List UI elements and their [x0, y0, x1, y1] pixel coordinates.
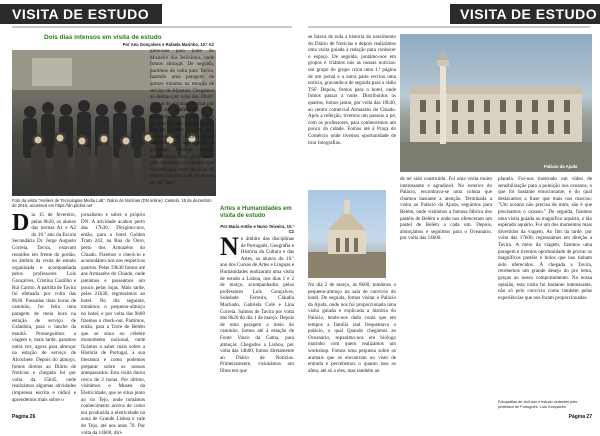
band-rule — [308, 26, 590, 28]
article1-byline: Por Ana Gonçalves e Rafaela Marinho, 10.º A2 — [122, 42, 214, 47]
right-column-1-text: se falava de toda a história do nascimento do Diário de Notícias e depois realizámos uma visita guiada à redação para conhecer o espaço. De seguida, juntámo-nos em grupos e criámos nós as nossas notícias: um grupo do grupo criou uma 1.ª página de um jornal e a outra parte recriou uma notícia, gravando-a de seguida para a rádio TSF. Depois, fomos para o hotel, onde fomos passar a noite. Distribuídos os quartos, fomos jantar, por volta das 19h30, ao centro comercial Armazéns do Chiado. Após a refeição, tivemos um passeio a pé, com os professores, para conhecermos um pouco da cidade. Fomos até à Praça do Comércio onde tivemos oportunidade de tirar fotografias. — [308, 34, 396, 146]
article2-byline: Por Maria Antão e Nuno Teixeira, 10.º C2 — [220, 224, 294, 234]
palace-illustration — [400, 34, 592, 172]
page-number-right: Página 27 — [568, 414, 592, 420]
band-rule — [12, 26, 292, 28]
palace-photo-caption: Palácio da Ajuda — [544, 164, 578, 169]
article1-column-1 — [12, 212, 76, 412]
article1-column-3-text: gimo-nos para junto do Mosteiro dos Jerónimos, onde fomos almoçar. De seguida, partimos de volta para Tavira, fazendo uma paragem de quinze minutos na estação de serviço de Aljustrel. Chegámos ao destino por volta das 19h30. Apesar de algumas queixas por parte dos professores e do motorista do autocarro, acerca do barulho que alguns alunos fizeram durante a noite, não sabemos esta visita bastante produtiva e interessante e gostámos bastante. Assim, agradecemos aos professores pela paciência e carinho que tiveram para fazer tal visita de estudo com cerca de 50 alunos do 10.º ano. — [150, 48, 214, 186]
palace-photo — [400, 34, 592, 172]
right-column-middle — [308, 282, 396, 412]
right-column-1 — [308, 34, 396, 186]
article1-drop-cap: D — [12, 210, 30, 236]
article2-text — [220, 232, 294, 412]
article1-column-3 — [150, 48, 214, 194]
article1-photo-caption: Foto da visita "Ateliers de Tecnologias Media Lab", Diário de Notícias (DN online): Castelo, 15 de dezembro de 2015, accessed em https://dn.pt/dnd.net — [12, 198, 212, 208]
article1-headline: Dois dias intensos em visita de estudo — [44, 34, 162, 41]
right-page — [300, 0, 600, 424]
article2-body: o âmbito das disciplinas de Português, Geografia e História da Cultura e das Artes, os alunos do 10.º ano dos Cursos de Artes e Línguas e Humanidades realizaram uma visita de estudo a Lisboa, nos dias 1 e 2 de março, acompanhados pelos professores Luís Gonçalves, Soledade Ferreira, Cláudia Machado, Gabriela Colé e Lina Correia. Saímos de Tavira por volta das 8h20 do dia 1 de março. Depois de uma paragem a meio do caminho, fomos até à estação de Fonte Vasco da Gama, para almoçar. Chegados a Lisboa, por volta das 14h00, fomos diretamente ao Diário de Notícias. Primeiramente, visionámos um filme em que — [220, 236, 294, 374]
monument-photo — [308, 190, 386, 278]
right-column-2 — [400, 176, 492, 412]
right-column-middle-text: No dia 2 de março, às 8h00, tomámos o pequeno-almoço na sala de convívio do hotel. De seguida, fomos visitar o Palácio da Ajuda, onde nos foi proporcionada uma visita guiada e explicada a história do Palácio, tendo-nos dado conta que em tempos a família real frequentava o palácio, o qual Quando chegámos ao Oceanário, separámo-nos em biólogo marinho com quem realizámos um workshop. Fomos uma pequena sobre os animais que se encontram no visto de entrada e percebemos o quanto isso os afeta, até só a eles, mas também ao — [308, 282, 396, 374]
article1-column-1-text: ia 15 de fevereiro, pelas 8h20, os alunos das turmas A1 e A2 do 10.º ano da Escola Secundária Dr. Jorge Augusto Correia, Tavira, estavam reunidos em frente do portão, no âmbito da visita de estudo organizada e acompanhada pelos professores Luís Gonçalves, Cristina Castilho e Rui Carmo. A partida de Tavira foi efetuada por volta das 8h30. Passadas duas horas de caminho, foi feita uma paragem de meia hora na estação de serviço de Grândola, para o lanche da manhã. Prosseguimos a viagem e, mais tarde, paramos outra vez, agora para almoçar na estação de serviço de Alcochete. Depois do almoço, fomos diretos ao Diário de Notícias e chegada foi por volta da 15h45, onde realizámos algumas atividades (imprensa escrita e rádio) e aprendemos mais sobre o — [12, 212, 76, 403]
article1-column-2 — [81, 212, 145, 436]
right-column-2-text: de ter sido construído. Foi uma visita muito interessante e agradável. No exterior do Palácio, encontrava-se uma coluna que chamou bastante a atenção. Terminada a visita ao Palácio da Ajuda, seguimos para Belém, onde visitámos a famosa fábrica dos pastéis de Belém e onde nos ofereceram um pastel de Belém a cada um. Depois, almoçámos e seguimos para o Oceanário, por volta das 14h00. — [400, 176, 492, 242]
photo-credit-caption: Fotografias de visit aos e estudo cedentes pelo professor de Português, Luís Gonçalves — [498, 400, 578, 409]
section-title-band: VISITA DE ESTUDO — [0, 4, 162, 24]
section-title-band: VISITA DE ESTUDO — [450, 4, 600, 24]
right-column-3 — [498, 176, 592, 398]
monument-illustration — [308, 190, 386, 278]
article2-headline: Artes e Humanidades em visita de estudo — [220, 206, 292, 220]
article1-column-2-text: jornalismo e sobre o próprio DN. A atividade acabou perto das 17h30. Dirigimo-nos, então, para o hotel Golden Tram 242, na Rua do Ouro, perto dos Armazéns do Chiado. Fizemos o check-in e acomodámo-nos nos respetivos quartos. Pelas 19h30 fomos até aos Armazéns do Chiado, onde jantámos e passeámos um pouco pelas lojas. Mais tarde, pelas 21h30, regressámos ao hotel. No dia seguinte, tomámos o pequeno-almoço no hotel, e por volta das 9h00 fizemos o check-out. Partimos, então, para a Torre de Belém que se situa no célebre monumento nacional, onde ficámos a saber mais sobre a História de Portugal, a sua literatura e como podemos preparar sobre os nossos antepassados. Esta visita durou cerca de 2 horas. Por último, visitámos o Museu da Eletricidade, que se situa junto ao rio Tejo, onde tomámos conhecimento acerca de como era produzida a eletricidade na zona de Grande Lisboa e vale do Tejo, até aos anos 70. Por volta da 14h00, diri- — [81, 212, 145, 436]
article2-drop-cap: N — [220, 232, 239, 261]
right-column-3-text: planeta. Foi-nos mostrado um vídeo de sensibilização para a poluição nos oceanos, o que foi bastante emocionante, e do qual destacamos a frase que mais nos marcou: "Um oceano não precisa de mim; são é que precisamos o oceano." De seguida, fizemos uma visita guiada ao magnífico aquário, o tão esperado aquário. Foi um dos momentos mais divertidos da viagem. Ao fim da tarde, por volta das 17h00, regressámos em direção a Tavira. A meio da viagem, fizemos uma paragem e tivemos oportunidade de provar os magníficos pastéis e bolos que nos tinham sido oferecidos. À chegada a Tavira, recebemos um grande desejo do pro lema, graças ao nosso comportamento. Na nossa opinião, esta visita foi bastante interessante, não só pelo convívio como também pelas experiências que nos foram proporcionadas. — [498, 176, 592, 301]
page-number-left: Página 26 — [12, 414, 36, 420]
